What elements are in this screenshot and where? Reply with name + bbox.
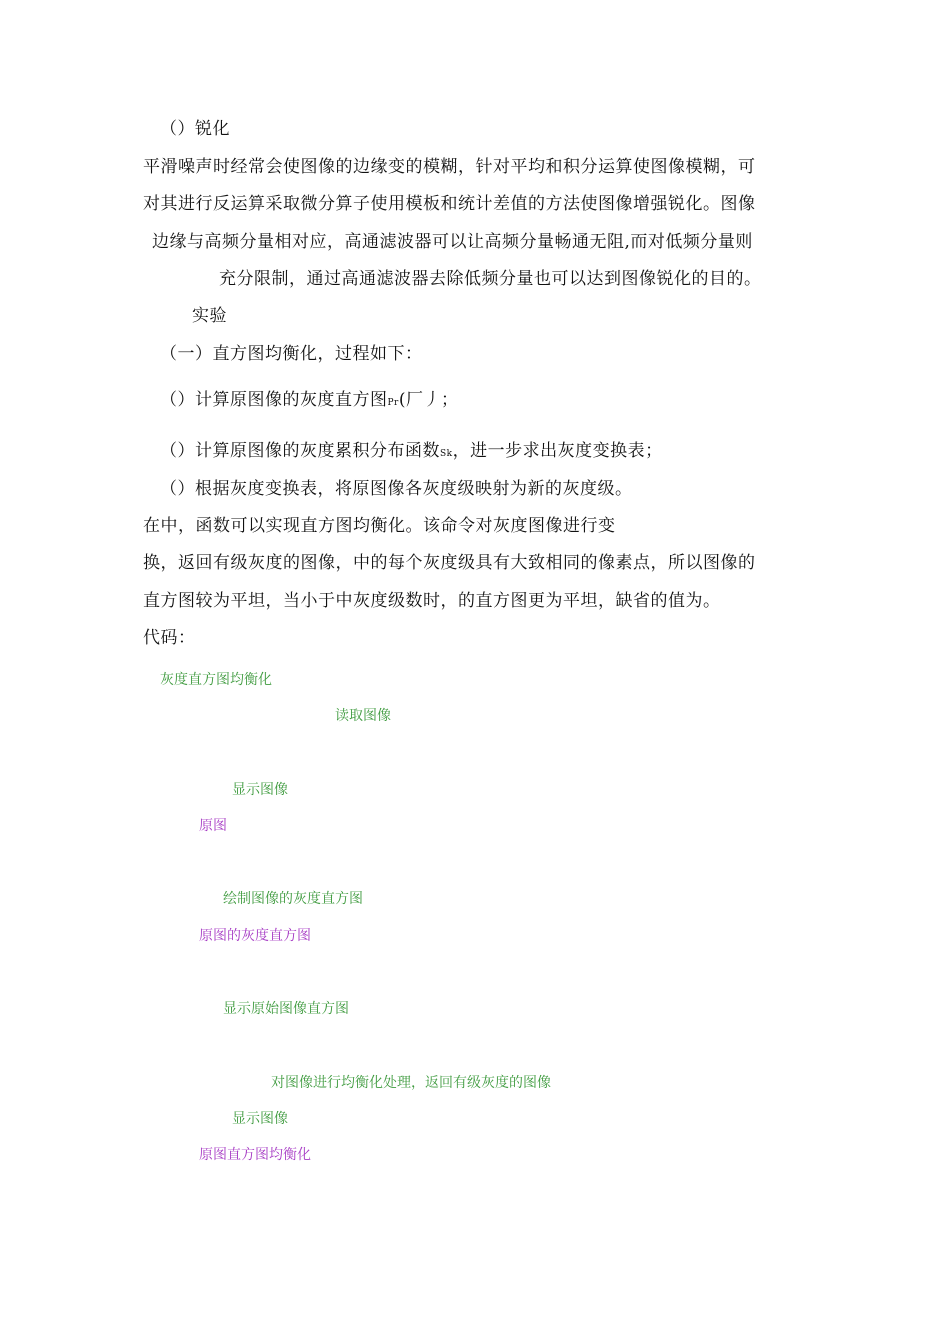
step-1-symbol: (厂丿； <box>398 390 459 410</box>
paragraph-line: 对其进行反运算采取微分算子使用模板和统计差值的方法使图像增强锐化。图像 <box>143 194 756 214</box>
subheading: （一）直方图均衡化，过程如下： <box>160 344 423 364</box>
paragraph-line: 直方图较为平坦，当小于中灰度级数时，的直方图更为平坦，缺省的值为。 <box>143 591 721 611</box>
section-heading: （）锐化 <box>160 119 230 139</box>
code-comment: 显示图像 <box>232 1111 288 1127</box>
paragraph-line: 充分限制，通过高通滤波器去除低频分量也可以达到图像锐化的目的。 <box>219 269 762 289</box>
code-string: 原图的灰度直方图 <box>199 928 311 944</box>
paragraph-line: 换，返回有级灰度的图像，中的每个灰度级具有大致相同的像素点，所以图像的 <box>143 553 756 573</box>
step-1-symbol-small: Pr <box>387 398 399 408</box>
paragraph-line: 边缘与高频分量相对应，高通滤波器可以让高频分量畅通无阻,而对低频分量则 <box>152 232 753 252</box>
code-string: 原图 <box>199 818 227 834</box>
paragraph-line: 在中，函数可以实现直方图均衡化。该命令对灰度图像进行变 <box>143 516 616 536</box>
code-comment: 灰度直方图均衡化 <box>160 672 272 688</box>
code-string: 原图直方图均衡化 <box>199 1147 311 1163</box>
step-2-symbol-small: Sk <box>440 449 453 459</box>
code-comment: 显示原始图像直方图 <box>223 1001 349 1017</box>
step-1 <box>160 389 459 414</box>
step-2-tail: ，进一步求出灰度变换表； <box>452 441 663 461</box>
step-2 <box>160 440 663 465</box>
code-comment: 绘制图像的灰度直方图 <box>223 891 363 907</box>
step-1-text: （）计算原图像的灰度直方图 <box>160 390 388 410</box>
paragraph-line: 平滑噪声时经常会使图像的边缘变的模糊，针对平均和积分运算使图像模糊，可 <box>143 157 756 177</box>
code-comment: 对图像进行均衡化处理，返回有级灰度的图像 <box>271 1075 551 1091</box>
step-2-text: （）计算原图像的灰度累积分布函数 <box>160 441 440 461</box>
code-label: 代码： <box>143 628 196 648</box>
code-comment: 读取图像 <box>335 708 391 724</box>
experiment-heading: 实验 <box>192 306 227 326</box>
code-comment: 显示图像 <box>232 782 288 798</box>
step-3: （）根据灰度变换表，将原图像各灰度级映射为新的灰度级。 <box>160 479 633 499</box>
